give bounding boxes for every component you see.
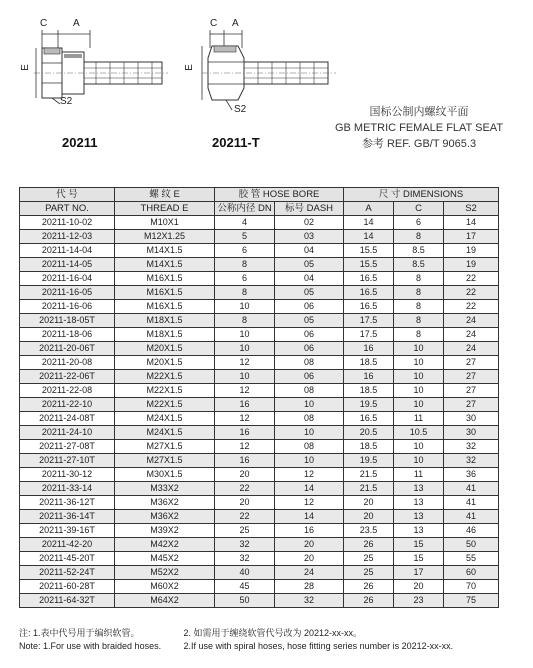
cell-dn: 22 [215,482,275,496]
cell-c: 10 [394,370,444,384]
cell-s2: 36 [444,468,499,482]
cell-part-no: 20211-16-05 [20,286,115,300]
cell-dn: 50 [215,594,275,608]
cell-c: 10 [394,384,444,398]
cell-a: 20.5 [344,426,394,440]
cell-part-no: 20211-10-02 [20,216,115,230]
cell-c: 10 [394,454,444,468]
cell-c: 13 [394,496,444,510]
cell-part-no: 20211-18-06 [20,328,115,342]
cell-c: 8 [394,300,444,314]
note-en-1: Note: 1.For use with braided hoses. [19,641,162,651]
cell-thread: M36X2 [115,496,215,510]
cell-a: 26 [344,580,394,594]
header-part: 代 号 [20,188,115,202]
table-row [20,454,499,468]
dim-c-label: C [40,18,48,29]
cell-thread: M27X1.5 [115,440,215,454]
table-row [20,356,499,370]
cell-a: 17.5 [344,314,394,328]
dim-s2-label-t: S2 [234,104,247,115]
cell-part-no: 20211-24-08T [20,412,115,426]
header-thread-e: THREAD E [115,202,215,216]
cell-a: 16.5 [344,286,394,300]
cell-part-no: 20211-12-03 [20,230,115,244]
cell-c: 11 [394,412,444,426]
cell-thread: M45X2 [115,552,215,566]
cell-thread: M20X1.5 [115,356,215,370]
cell-s2: 30 [444,426,499,440]
cell-c: 11 [394,468,444,482]
cell-s2: 32 [444,440,499,454]
cell-thread: M60X2 [115,580,215,594]
cell-dn: 6 [215,244,275,258]
table-row [20,580,499,594]
cell-s2: 46 [444,524,499,538]
cell-s2: 41 [444,496,499,510]
cell-part-no: 20211-27-08T [20,440,115,454]
cell-part-no: 20211-30-12 [20,468,115,482]
cell-thread: M14X1.5 [115,244,215,258]
cell-thread: M14X1.5 [115,258,215,272]
header-s2: S2 [444,202,499,216]
cell-part-no: 20211-14-05 [20,258,115,272]
cell-c: 6 [394,216,444,230]
cell-dn: 12 [215,412,275,426]
table-row [20,300,499,314]
cell-s2: 60 [444,566,499,580]
cell-thread: M39X2 [115,524,215,538]
cell-dash: 05 [275,314,344,328]
fitting-drawing-20211-t [198,18,338,118]
cell-a: 23.5 [344,524,394,538]
table-row [20,482,499,496]
cell-a: 16 [344,342,394,356]
cell-part-no: 20211-27-10T [20,454,115,468]
cell-dash: 14 [275,482,344,496]
cell-c: 10 [394,398,444,412]
cell-part-no: 20211-16-06 [20,300,115,314]
cell-thread: M16X1.5 [115,272,215,286]
cell-thread: M16X1.5 [115,300,215,314]
cell-part-no: 20211-36-14T [20,510,115,524]
cell-dn: 16 [215,454,275,468]
dim-c-label-t: C [210,18,218,29]
table-row [20,244,499,258]
cell-s2: 17 [444,230,499,244]
cell-dash: 06 [275,370,344,384]
header-a: A [344,202,394,216]
cell-part-no: 20211-20-08 [20,356,115,370]
cell-c: 10 [394,440,444,454]
cell-c: 8 [394,314,444,328]
cell-dash: 08 [275,384,344,398]
notes [19,627,499,653]
title-zh: 国标公制内螺纹平面 [369,106,469,118]
cell-part-no: 20211-60-28T [20,580,115,594]
cell-a: 21.5 [344,482,394,496]
cell-thread: M64X2 [115,594,215,608]
cell-dn: 22 [215,510,275,524]
cell-thread: M12X1.25 [115,230,215,244]
table-row [20,328,499,342]
cell-a: 17.5 [344,328,394,342]
cell-dn: 16 [215,426,275,440]
spec-table [19,187,499,608]
cell-thread: M22X1.5 [115,370,215,384]
table-row [20,384,499,398]
cell-a: 16.5 [344,300,394,314]
cell-s2: 32 [444,454,499,468]
header-part-no: PART NO. [20,202,115,216]
cell-c: 8.5 [394,244,444,258]
dim-e-label-t: E [183,64,195,71]
cell-c: 8 [394,272,444,286]
cell-s2: 41 [444,510,499,524]
table-header-row-sub [20,202,499,216]
cell-s2: 19 [444,244,499,258]
cell-a: 26 [344,538,394,552]
cell-c: 13 [394,524,444,538]
fitting-drawing-20211 [30,18,170,113]
cell-s2: 41 [444,482,499,496]
cell-part-no: 20211-39-16T [20,524,115,538]
cell-dash: 14 [275,510,344,524]
cell-dn: 10 [215,328,275,342]
table-row [20,496,499,510]
cell-a: 20 [344,496,394,510]
header-hose-bore: 胶 管 HOSE BORE [215,188,344,202]
cell-dash: 04 [275,272,344,286]
table-row [20,342,499,356]
header-dimensions: 尺 寸 DIMENSIONS [344,188,499,202]
cell-dash: 12 [275,496,344,510]
cell-part-no: 20211-20-06T [20,342,115,356]
table-row [20,412,499,426]
cell-dash: 16 [275,524,344,538]
cell-s2: 27 [444,370,499,384]
cell-thread: M18X1.5 [115,314,215,328]
cell-a: 26 [344,594,394,608]
cell-s2: 24 [444,314,499,328]
cell-dash: 06 [275,328,344,342]
table-row [20,566,499,580]
table-row [20,468,499,482]
table-row [20,440,499,454]
cell-dash: 10 [275,426,344,440]
note-en-2: 2.If use with spiral hoses, hose fitting series number is 20212-xx-xx. [183,641,454,651]
cell-part-no: 20211-45-20T [20,552,115,566]
cell-thread: M20X1.5 [115,342,215,356]
cell-c: 10.5 [394,426,444,440]
cell-dash: 12 [275,468,344,482]
cell-a: 16.5 [344,412,394,426]
cell-thread: M24X1.5 [115,412,215,426]
table-row [20,230,499,244]
cell-s2: 55 [444,552,499,566]
cell-thread: M52X2 [115,566,215,580]
cell-dn: 12 [215,356,275,370]
cell-thread: M42X2 [115,538,215,552]
cell-s2: 75 [444,594,499,608]
cell-c: 8 [394,286,444,300]
cell-dash: 32 [275,594,344,608]
product-code-20211-t: 20211-T [212,135,260,150]
cell-thread: M27X1.5 [115,454,215,468]
cell-dn: 8 [215,314,275,328]
cell-dash: 03 [275,230,344,244]
cell-dn: 8 [215,258,275,272]
cell-part-no: 20211-24-10 [20,426,115,440]
cell-a: 16 [344,370,394,384]
cell-a: 18.5 [344,356,394,370]
cell-part-no: 20211-22-10 [20,398,115,412]
cell-thread: M24X1.5 [115,426,215,440]
cell-dash: 08 [275,356,344,370]
cell-a: 19.5 [344,398,394,412]
note-zh-2: 2. 如需用于缠绕软管代号改为 20212-xx-xx。 [183,628,363,638]
cell-dash: 10 [275,454,344,468]
cell-dn: 20 [215,496,275,510]
cell-dash: 05 [275,286,344,300]
drawings-area [0,0,533,180]
cell-c: 17 [394,566,444,580]
cell-a: 18.5 [344,440,394,454]
cell-part-no: 20211-64-32T [20,594,115,608]
cell-dash: 24 [275,566,344,580]
table-row [20,286,499,300]
cell-dash: 04 [275,244,344,258]
cell-part-no: 20211-33-14 [20,482,115,496]
table-row [20,272,499,286]
table-row [20,524,499,538]
product-code-20211: 20211 [62,135,98,150]
cell-s2: 27 [444,398,499,412]
table-row [20,370,499,384]
cell-dn: 16 [215,398,275,412]
cell-thread: M16X1.5 [115,286,215,300]
cell-c: 15 [394,552,444,566]
cell-c: 20 [394,580,444,594]
dim-e-label: E [19,64,31,71]
cell-c: 8.5 [394,258,444,272]
notes-zh-line [19,627,499,640]
cell-s2: 24 [444,342,499,356]
cell-part-no: 20211-22-06T [20,370,115,384]
cell-part-no: 20211-14-04 [20,244,115,258]
cell-a: 14 [344,230,394,244]
header-dn: 公称内径 DN [215,202,275,216]
dim-s2-label: S2 [60,96,73,107]
dim-a-label: A [73,18,80,29]
cell-dash: 02 [275,216,344,230]
cell-c: 15 [394,538,444,552]
cell-dn: 8 [215,286,275,300]
spec-table-body [20,216,499,608]
table-row [20,258,499,272]
title-ref: 参考 REF. GB/T 9065.3 [361,138,477,150]
table-row [20,216,499,230]
cell-a: 15.5 [344,258,394,272]
cell-c: 10 [394,342,444,356]
cell-a: 19.5 [344,454,394,468]
cell-dn: 10 [215,370,275,384]
cell-dn: 20 [215,468,275,482]
cell-thread: M36X2 [115,510,215,524]
cell-s2: 22 [444,286,499,300]
cell-s2: 27 [444,384,499,398]
table-row [20,538,499,552]
cell-dash: 06 [275,300,344,314]
table-row [20,510,499,524]
cell-c: 8 [394,328,444,342]
cell-part-no: 20211-42-20 [20,538,115,552]
cell-a: 25 [344,552,394,566]
cell-dash: 20 [275,538,344,552]
cell-dn: 5 [215,230,275,244]
cell-a: 25 [344,566,394,580]
cell-dash: 08 [275,412,344,426]
table-header-row-top [20,188,499,202]
cell-c: 8 [394,230,444,244]
cell-s2: 14 [444,216,499,230]
cell-dash: 28 [275,580,344,594]
cell-dn: 6 [215,272,275,286]
cell-dn: 32 [215,538,275,552]
cell-dash: 06 [275,342,344,356]
cell-dash: 20 [275,552,344,566]
cell-a: 16.5 [344,272,394,286]
cell-dn: 40 [215,566,275,580]
cell-thread: M33X2 [115,482,215,496]
cell-dn: 32 [215,552,275,566]
cell-dn: 4 [215,216,275,230]
cell-s2: 30 [444,412,499,426]
cell-thread: M30X1.5 [115,468,215,482]
cell-a: 15.5 [344,244,394,258]
cell-thread: M18X1.5 [115,328,215,342]
cell-s2: 22 [444,272,499,286]
cell-s2: 27 [444,356,499,370]
cell-thread: M22X1.5 [115,398,215,412]
cell-a: 18.5 [344,384,394,398]
cell-dn: 10 [215,300,275,314]
cell-dn: 45 [215,580,275,594]
cell-c: 13 [394,482,444,496]
cell-dash: 10 [275,398,344,412]
cell-part-no: 20211-52-24T [20,566,115,580]
cell-dash: 08 [275,440,344,454]
note-zh-1: 注: 1.表中代号用于编织软管。 [19,628,140,638]
cell-s2: 70 [444,580,499,594]
cell-dn: 12 [215,384,275,398]
cell-c: 13 [394,510,444,524]
table-row [20,314,499,328]
cell-dn: 10 [215,342,275,356]
cell-s2: 22 [444,300,499,314]
cell-a: 21.5 [344,468,394,482]
cell-thread: M22X1.5 [115,384,215,398]
dim-a-label-t: A [232,18,239,29]
spec-title-block [305,104,533,152]
cell-s2: 50 [444,538,499,552]
cell-part-no: 20211-18-05T [20,314,115,328]
cell-a: 20 [344,510,394,524]
notes-en-line [19,640,499,653]
cell-a: 14 [344,216,394,230]
cell-part-no: 20211-36-12T [20,496,115,510]
cell-s2: 19 [444,258,499,272]
title-en: GB METRIC FEMALE FLAT SEAT [334,122,504,134]
table-row [20,594,499,608]
cell-part-no: 20211-22-08 [20,384,115,398]
header-thread: 螺 纹 E [115,188,215,202]
table-row [20,552,499,566]
cell-part-no: 20211-16-04 [20,272,115,286]
cell-s2: 24 [444,328,499,342]
table-row [20,398,499,412]
header-dash: 标号 DASH [275,202,344,216]
cell-dn: 25 [215,524,275,538]
header-c: C [394,202,444,216]
cell-thread: M10X1 [115,216,215,230]
cell-c: 23 [394,594,444,608]
cell-dash: 05 [275,258,344,272]
table-row [20,426,499,440]
cell-c: 10 [394,356,444,370]
cell-dn: 12 [215,440,275,454]
